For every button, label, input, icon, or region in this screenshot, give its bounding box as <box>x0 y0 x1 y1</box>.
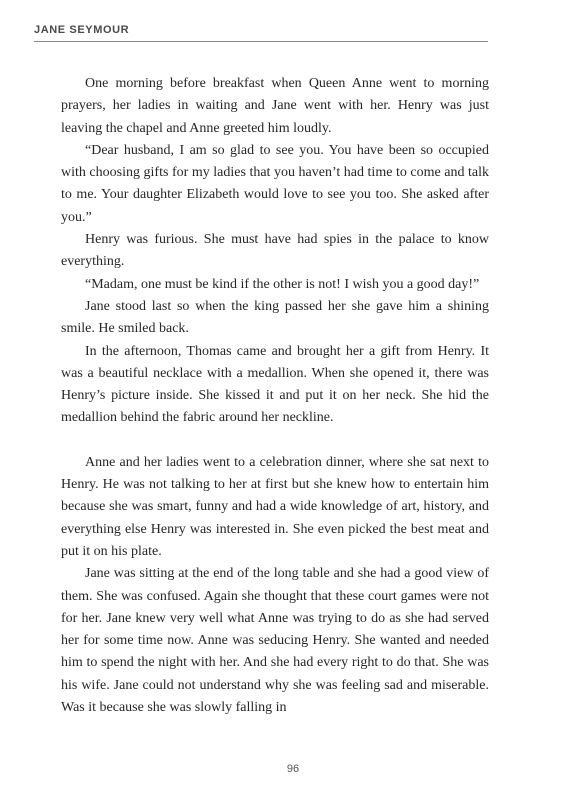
paragraph-5: Jane stood last so when the king passed her she gave him a shining smile. He smiled back. <box>61 298 489 337</box>
paragraph-8: Jane was sitting at the end of the long table and she had a good view of them. She was confused. Again she thought that these court games were not for her. Jane knew very well what Anne was trying to do as she had served her for some time now. Anne was seducing Henry. She wanted and needed him to spend the night with her. And she had every right to do that. She was his wife. Jane could not understand why she was feeling sad and miserable. Was it because she was slowly falling in <box>61 566 489 716</box>
page-number: 96 <box>286 763 300 775</box>
paragraph-2: “Dear husband, I am so glad to see you. You have been so occupied with choosing gifts for my ladies that you haven’t had time to come and talk to me. Your daughter Elizabeth would love to see you too. She asked after you.” <box>61 142 489 225</box>
paragraph-4: “Madam, one must be kind if the other is not! I wish you a good day!” <box>85 276 480 292</box>
paragraph-1: One morning before breakfast when Queen Anne went to morning prayers, her ladies in waiting and Jane went with her. Henry was just leaving the chapel and Anne greeted him loudly. <box>61 76 489 136</box>
running-title: JANE SEYMOUR <box>34 24 130 36</box>
paragraph-3: Henry was furious. She must have had spies in the palace to know everything. <box>61 232 489 270</box>
body-text <box>61 73 489 719</box>
paragraph-6: In the afternoon, Thomas came and brought her a gift from Henry. It was a beautiful necklace with a medallion. When she opened it, there was Henry’s picture inside. She kissed it and put it on her neck. She hid the medallion behind the fabric around her neckline. <box>61 343 489 426</box>
header-rule <box>34 41 488 42</box>
paragraph-7: Anne and her ladies went to a celebration dinner, where she sat next to Henry. He was not talking to her at first but she knew how to entertain him because she was smart, funny and had a wide knowledge of art, history, and everything else Henry was interested in. She even picked the best meat and put it on his plate. <box>61 454 489 559</box>
